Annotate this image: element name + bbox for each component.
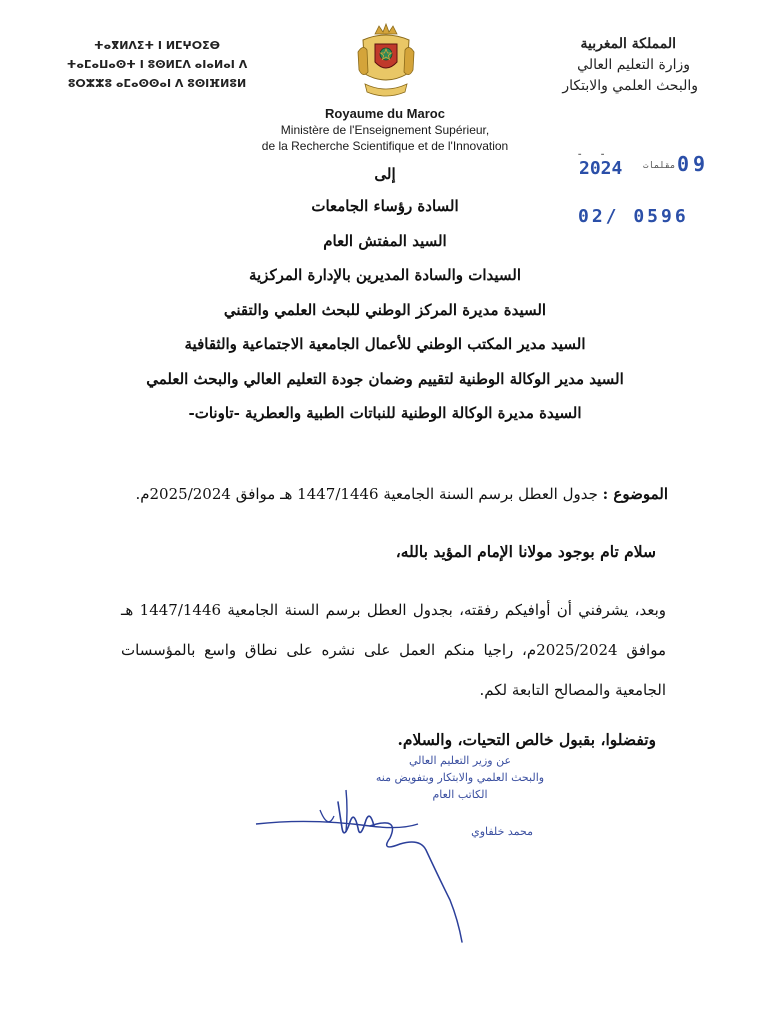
- signatory-name: محمد خلفاوي: [471, 825, 533, 838]
- reference-number: 02/ 0596: [578, 206, 689, 227]
- french-ministry-line-1: Ministère de l'Enseignement Supérieur,: [280, 123, 490, 137]
- addressee-item: السيد المفتش العام: [323, 231, 447, 250]
- stamp-date-label: مقلمات: [643, 161, 676, 171]
- subject-line: [68, 485, 668, 503]
- letter-body: وبعد، يشرفني أن أوافيكم رفقته، بجدول العطل برسم السنة الجامعية 1447/1446 هـ موافق 2025/2024م، راجيا منكم العمل على نشره على نطاق واسع بالمؤسسات الجامعية والمصالح التابعة لكم.: [121, 601, 666, 699]
- french-kingdom: Royaume du Maroc: [325, 106, 445, 121]
- arabic-ministry-line-1: وزارة التعليم العالي: [577, 57, 690, 73]
- royal-emblem-icon: [355, 22, 417, 102]
- arabic-ministry-line-2: والبحث العلمي والابتكار: [562, 78, 698, 94]
- tifinagh-line-2: ⵜⴰⵎⴰⵡⴰⵙⵜ ⵏ ⵓⵙⵍⵎⴷ ⴰⵏⴰⵍⴰⵏ ⴷ: [66, 58, 248, 71]
- addressee-item: السيدة مديرة الوكالة الوطنية للنباتات الطبية والعطرية -تاونات-: [188, 404, 582, 422]
- addressee-item: السيد مدير المكتب الوطني للأعمال الجامعية الاجتماعية والثقافية: [184, 335, 586, 353]
- french-ministry-line-2: de la Recherche Scientifique et de l'Innovation: [261, 139, 509, 153]
- subject-label: الموضوع :: [602, 485, 668, 503]
- addressee-to: إلى: [374, 165, 396, 183]
- arabic-kingdom: المملكة المغربية: [580, 36, 676, 52]
- addressee-item: السيدة مديرة المركز الوطني للبحث العلمي والتقني: [223, 300, 547, 319]
- letter-closing: وتفضلوا، بقبول خالص التحيات، والسلام.: [397, 730, 656, 749]
- arabic-ministry-header: [528, 34, 698, 97]
- subject-text: جدول العطل برسم السنة الجامعية 1447/1446 هـ موافق 2025/2024م.: [135, 485, 603, 503]
- stamp-day: 09: [677, 152, 710, 176]
- addressee-item: السيد مدير الوكالة الوطنية لتقييم وضمان جودة التعليم العالي والبحث العلمي: [146, 369, 624, 388]
- french-ministry-header: [220, 106, 550, 154]
- handwritten-signature: [250, 780, 470, 950]
- tifinagh-line-3: ⵓⵔⵣⵣⵓ ⴰⵎⴰⵙⵙⴰⵏ ⴷ ⵓⵙⵏⴼⵍⵓⵍ: [67, 77, 247, 90]
- addressee-item: السيدات والسادة المديرين بالإدارة المركزية: [248, 266, 522, 284]
- addressee-list: [90, 165, 680, 431]
- letter-greeting: سلام تام بوجود مولانا الإمام المؤيد بالله،: [395, 542, 656, 561]
- signature-stamp-line-3: الكاتب العام: [432, 788, 488, 801]
- signature-stamp-line-2: والبحث العلمي والابتكار وبتفويض منه: [375, 771, 545, 784]
- tifinagh-header: [62, 36, 252, 93]
- signature-stamp-line-1: عن وزير التعليم العالي: [408, 754, 512, 767]
- stamp-year: 2024: [579, 158, 623, 179]
- stamp-tick-marks: - -: [577, 150, 612, 160]
- tifinagh-line-1: ⵜⴰⴳⵍⴷⵉⵜ ⵏ ⵍⵎⵖⵔⵉⴱ: [93, 39, 220, 52]
- addressee-item: السادة رؤساء الجامعات: [311, 197, 459, 215]
